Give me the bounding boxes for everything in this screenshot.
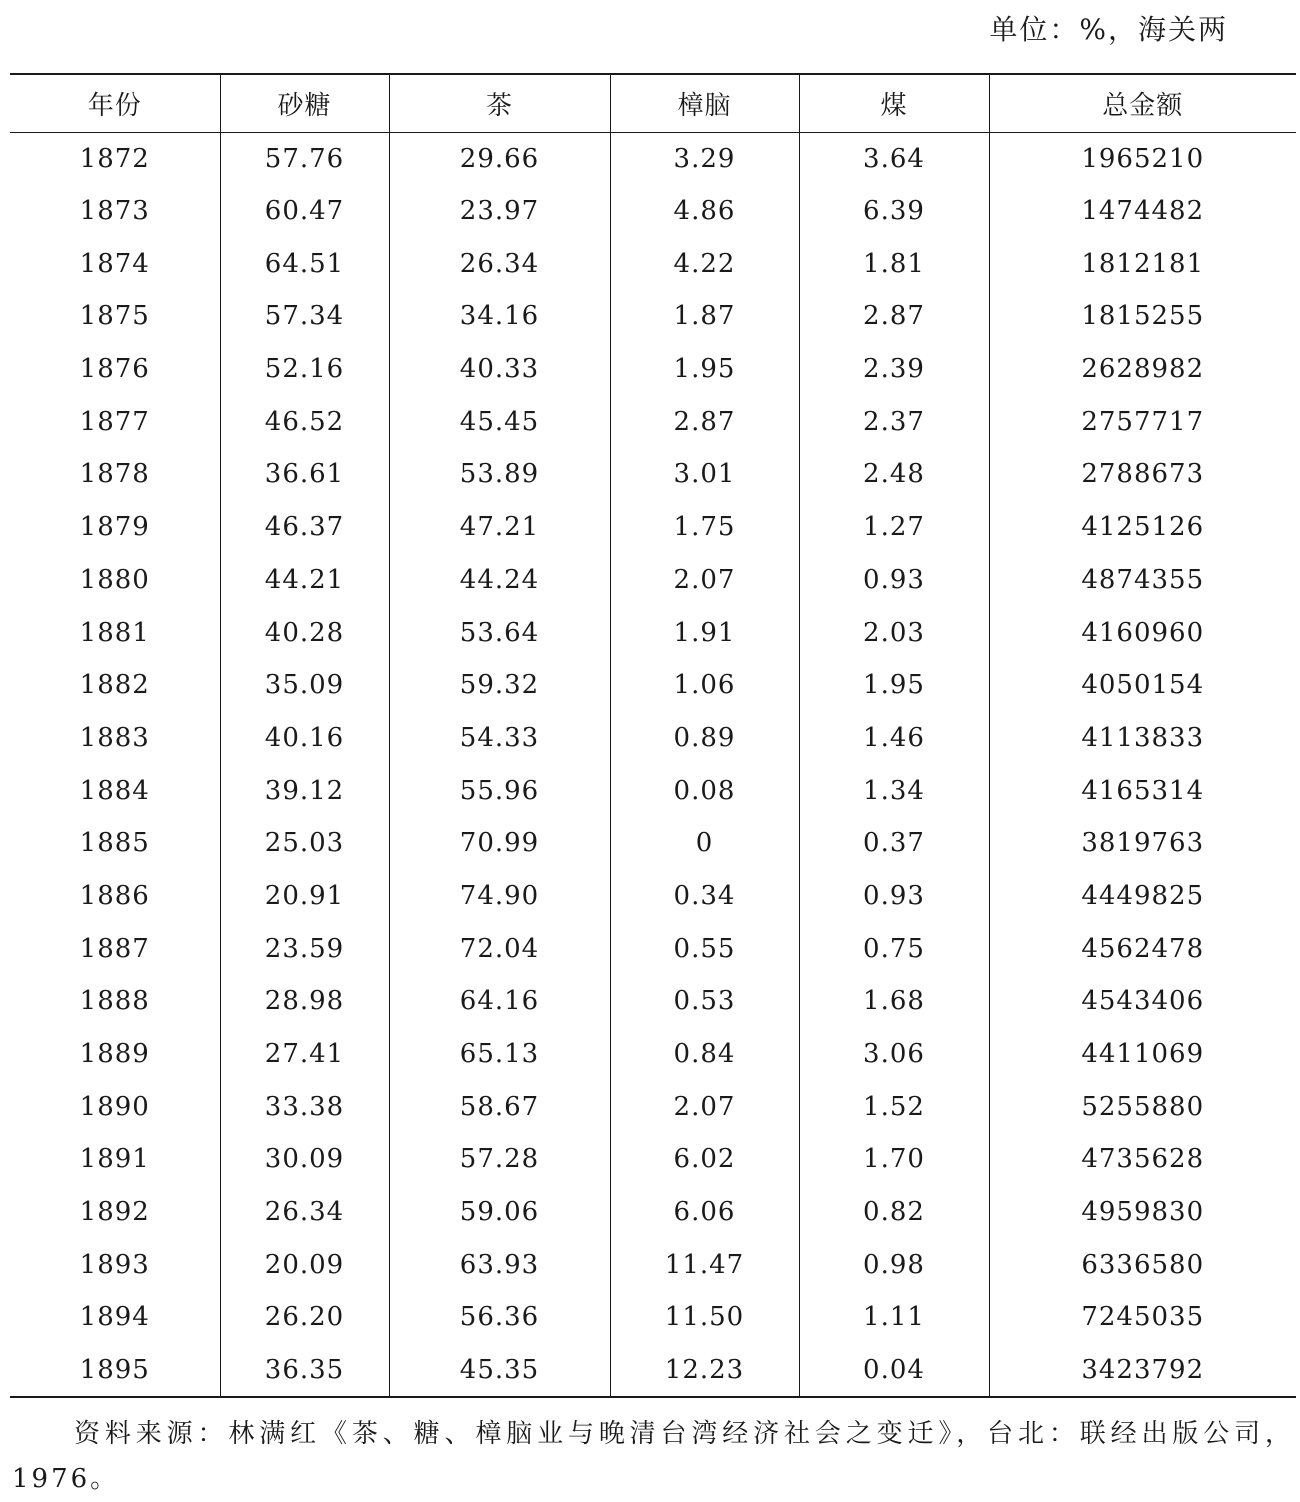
- cell-sugar: 57.76: [220, 132, 389, 185]
- cell-year: 1874: [79, 248, 150, 279]
- cell-camphor: 1.87: [610, 290, 799, 343]
- cell-total: 2757717: [989, 395, 1296, 448]
- cell-coal: 2.39: [799, 343, 989, 396]
- cell-total: 3819763: [989, 817, 1296, 870]
- table-row: [10, 606, 1296, 659]
- cell-sugar: 36.35: [220, 1344, 389, 1397]
- cell-total: 4959830: [989, 1186, 1296, 1239]
- cell-camphor: 2.87: [610, 395, 799, 448]
- cell-coal: 3.64: [799, 132, 989, 185]
- cell-total: 4160960: [989, 606, 1296, 659]
- cell-year: 1894: [79, 1302, 150, 1333]
- cell-coal: 0.93: [799, 554, 989, 607]
- table-body: [10, 132, 1296, 1397]
- table-row: [10, 1080, 1296, 1133]
- cell-camphor: 11.47: [610, 1238, 799, 1291]
- cell-tea: 34.16: [389, 290, 610, 343]
- cell-tea: 44.24: [389, 554, 610, 607]
- cell-year: 1876: [79, 354, 150, 385]
- cell-sugar: 40.28: [220, 606, 389, 659]
- cell-total: 1812181: [989, 237, 1296, 290]
- cell-total: 4735628: [989, 1133, 1296, 1186]
- cell-year: 1895: [10, 1344, 220, 1397]
- cell-total: 4562478: [989, 922, 1296, 975]
- cell-total: 4050154: [989, 659, 1296, 712]
- cell-year: 1889: [79, 1039, 150, 1070]
- cell-tea: 29.66: [389, 132, 610, 185]
- cell-year: 1890: [79, 1091, 150, 1122]
- cell-sugar: 26.34: [220, 1186, 389, 1239]
- cell-camphor: 11.50: [610, 1291, 799, 1344]
- cell-camphor: 3.29: [610, 132, 799, 185]
- cell-coal: 2.48: [799, 448, 989, 501]
- cell-year: 1883: [79, 722, 150, 753]
- cell-coal: 1.95: [799, 659, 989, 712]
- unit-label: 单位：%，海关两: [989, 13, 1228, 46]
- cell-total: 4543406: [989, 975, 1296, 1028]
- cell-total: 4125126: [989, 501, 1296, 554]
- cell-tea: 56.36: [389, 1291, 610, 1344]
- cell-coal: 0.75: [799, 922, 989, 975]
- header-camphor: 樟脑: [610, 74, 799, 132]
- cell-year: 1892: [79, 1197, 150, 1228]
- cell-coal: 1.11: [799, 1291, 989, 1344]
- cell-year: 1882: [79, 670, 150, 701]
- cell-coal: 0.93: [799, 870, 989, 923]
- table-row: [10, 817, 1296, 870]
- cell-camphor: 1.91: [610, 606, 799, 659]
- table-row: [10, 290, 1296, 343]
- cell-coal: 0.82: [799, 1186, 989, 1239]
- cell-sugar: 26.20: [220, 1291, 389, 1344]
- cell-total: 3423792: [989, 1344, 1296, 1397]
- table-row: [10, 764, 1296, 817]
- cell-camphor: 1.06: [610, 659, 799, 712]
- cell-total: 4411069: [989, 1028, 1296, 1081]
- cell-sugar: 23.59: [220, 922, 389, 975]
- table-row: [10, 659, 1296, 712]
- cell-total: 7245035: [989, 1291, 1296, 1344]
- cell-tea: 74.90: [389, 870, 610, 923]
- cell-total: 5255880: [989, 1080, 1296, 1133]
- table-row: [10, 237, 1296, 290]
- cell-year: 1877: [79, 406, 150, 437]
- cell-year: 1875: [79, 301, 150, 332]
- table-header-row: [10, 74, 1296, 132]
- cell-camphor: 0.08: [610, 764, 799, 817]
- cell-camphor: 0.84: [610, 1028, 799, 1081]
- cell-sugar: 36.61: [220, 448, 389, 501]
- table-row: [10, 132, 1296, 185]
- cell-tea: 59.32: [389, 659, 610, 712]
- cell-sugar: 57.34: [220, 290, 389, 343]
- cell-total: 1815255: [989, 290, 1296, 343]
- cell-tea: 45.45: [389, 395, 610, 448]
- cell-tea: 45.35: [389, 1344, 610, 1397]
- table-row: [10, 1028, 1296, 1081]
- cell-sugar: 35.09: [220, 659, 389, 712]
- table-row: [10, 870, 1296, 923]
- cell-coal: 0.98: [799, 1238, 989, 1291]
- table-row: [10, 1344, 1296, 1397]
- cell-camphor: 2.07: [610, 1080, 799, 1133]
- cell-year: 1885: [79, 828, 150, 859]
- table-row: [10, 554, 1296, 607]
- cell-sugar: 64.51: [220, 237, 389, 290]
- cell-sugar: 28.98: [220, 975, 389, 1028]
- cell-tea: 53.89: [389, 448, 610, 501]
- table-row: [10, 395, 1296, 448]
- cell-camphor: 2.07: [610, 554, 799, 607]
- cell-tea: 64.16: [389, 975, 610, 1028]
- cell-total: 2788673: [989, 448, 1296, 501]
- cell-camphor: 0.89: [610, 712, 799, 765]
- cell-camphor: 0.53: [610, 975, 799, 1028]
- cell-total: 4874355: [989, 554, 1296, 607]
- cell-tea: 59.06: [389, 1186, 610, 1239]
- cell-total: 2628982: [989, 343, 1296, 396]
- cell-year: 1886: [79, 880, 150, 911]
- cell-sugar: 40.16: [220, 712, 389, 765]
- table-row: [10, 712, 1296, 765]
- cell-tea: 65.13: [389, 1028, 610, 1081]
- cell-camphor: 6.06: [610, 1186, 799, 1239]
- header-total: 总金额: [989, 74, 1296, 132]
- header-sugar: 砂糖: [220, 74, 389, 132]
- source-note: 资料来源：林满红《茶、糖、樟脑业与晚清台湾经济社会之变迁》，台北：联经出版公司，1976。: [12, 1419, 1294, 1494]
- cell-year: 1881: [79, 617, 150, 648]
- cell-sugar: 20.91: [220, 870, 389, 923]
- cell-total: 1965210: [989, 132, 1296, 185]
- cell-coal: 2.87: [799, 290, 989, 343]
- cell-coal: 6.39: [799, 185, 989, 238]
- cell-camphor: 4.22: [610, 237, 799, 290]
- cell-coal: 0.37: [799, 817, 989, 870]
- cell-tea: 26.34: [389, 237, 610, 290]
- header-coal: 煤: [799, 74, 989, 132]
- table-row: [10, 185, 1296, 238]
- table-row: [10, 343, 1296, 396]
- cell-sugar: 44.21: [220, 554, 389, 607]
- cell-tea: 23.97: [389, 185, 610, 238]
- cell-tea: 55.96: [389, 764, 610, 817]
- cell-year: 1888: [79, 986, 150, 1017]
- cell-tea: 72.04: [389, 922, 610, 975]
- cell-year: 1879: [79, 512, 150, 543]
- cell-year: 1873: [79, 196, 150, 227]
- cell-sugar: 33.38: [220, 1080, 389, 1133]
- cell-camphor: 1.95: [610, 343, 799, 396]
- cell-total: 6336580: [989, 1238, 1296, 1291]
- cell-camphor: 1.75: [610, 501, 799, 554]
- cell-sugar: 46.52: [220, 395, 389, 448]
- cell-year: 1880: [79, 564, 150, 595]
- cell-sugar: 20.09: [220, 1238, 389, 1291]
- cell-camphor: 3.01: [610, 448, 799, 501]
- cell-year: 1893: [79, 1249, 150, 1280]
- cell-coal: 1.46: [799, 712, 989, 765]
- cell-sugar: 30.09: [220, 1133, 389, 1186]
- cell-year: 1872: [79, 143, 150, 174]
- table-row: [10, 975, 1296, 1028]
- cell-total: 4165314: [989, 764, 1296, 817]
- cell-total: 4449825: [989, 870, 1296, 923]
- table-row: [10, 922, 1296, 975]
- cell-tea: 47.21: [389, 501, 610, 554]
- cell-tea: 53.64: [389, 606, 610, 659]
- cell-coal: 1.34: [799, 764, 989, 817]
- table-row: [10, 1186, 1296, 1239]
- cell-year: 1891: [79, 1144, 150, 1175]
- header-year: 年份: [10, 74, 220, 132]
- cell-coal: 1.70: [799, 1133, 989, 1186]
- cell-tea: 70.99: [389, 817, 610, 870]
- cell-sugar: 52.16: [220, 343, 389, 396]
- cell-tea: 63.93: [389, 1238, 610, 1291]
- table-row: [10, 501, 1296, 554]
- header-tea: 茶: [389, 74, 610, 132]
- cell-sugar: 46.37: [220, 501, 389, 554]
- cell-coal: 1.27: [799, 501, 989, 554]
- table-row: [10, 448, 1296, 501]
- cell-coal: 2.03: [799, 606, 989, 659]
- table-row: [10, 1133, 1296, 1186]
- cell-tea: 58.67: [389, 1080, 610, 1133]
- cell-coal: 2.37: [799, 395, 989, 448]
- cell-sugar: 25.03: [220, 817, 389, 870]
- table-row: [10, 1238, 1296, 1291]
- cell-coal: 1.52: [799, 1080, 989, 1133]
- cell-year: 1878: [79, 459, 150, 490]
- cell-camphor: 0.34: [610, 870, 799, 923]
- cell-coal: 3.06: [799, 1028, 989, 1081]
- cell-sugar: 27.41: [220, 1028, 389, 1081]
- cell-tea: 54.33: [389, 712, 610, 765]
- cell-year: 1884: [79, 775, 150, 806]
- cell-total: 1474482: [989, 185, 1296, 238]
- cell-coal: 1.81: [799, 237, 989, 290]
- cell-camphor: 0.55: [610, 922, 799, 975]
- cell-coal: 0.04: [799, 1344, 989, 1397]
- cell-tea: 40.33: [389, 343, 610, 396]
- cell-camphor: 0: [610, 817, 799, 870]
- cell-coal: 1.68: [799, 975, 989, 1028]
- table-row: [10, 1291, 1296, 1344]
- cell-year: 1887: [79, 933, 150, 964]
- cell-total: 4113833: [989, 712, 1296, 765]
- cell-camphor: 6.02: [610, 1133, 799, 1186]
- cell-sugar: 60.47: [220, 185, 389, 238]
- cell-camphor: 12.23: [610, 1344, 799, 1397]
- cell-tea: 57.28: [389, 1133, 610, 1186]
- cell-sugar: 39.12: [220, 764, 389, 817]
- cell-camphor: 4.86: [610, 185, 799, 238]
- export-share-table: [10, 73, 1296, 1398]
